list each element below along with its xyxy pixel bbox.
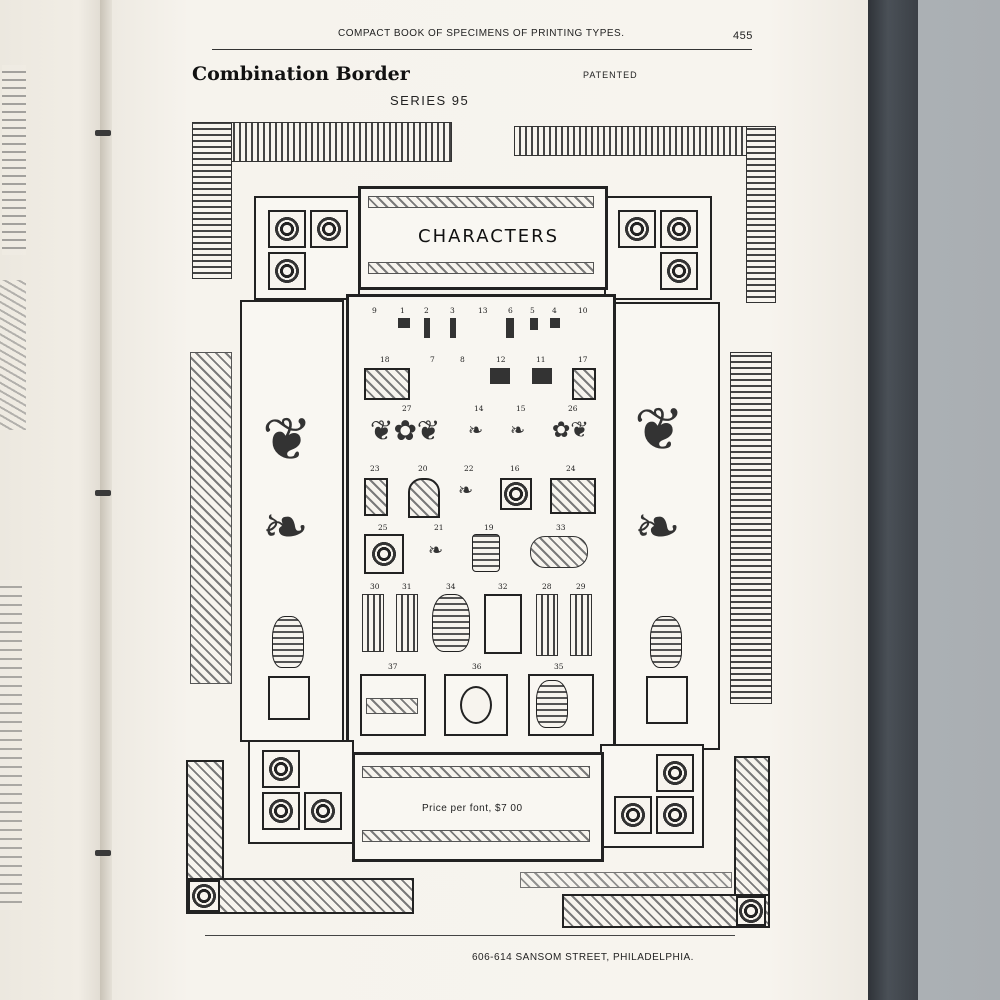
leaf-border-bottom-left-h <box>186 878 414 914</box>
specimen-number: 23 <box>370 464 380 473</box>
amphora <box>536 680 568 728</box>
specimen-number: 2 <box>424 306 429 315</box>
rosette-tile <box>262 792 300 830</box>
specimen-number: 37 <box>388 662 398 671</box>
portrait-medallion <box>460 686 492 724</box>
rosette-tile <box>500 478 532 510</box>
pedestal-left <box>268 676 310 720</box>
border-piece <box>450 318 456 338</box>
specimen-number: 6 <box>508 306 513 315</box>
rosette-tile-block-bottom-right <box>600 744 704 848</box>
rosette-tile <box>614 796 652 834</box>
greek-key-border-top-left-v <box>192 122 232 279</box>
specimen-number: 24 <box>566 464 576 473</box>
key-column-piece <box>396 594 418 652</box>
leaf-spray-bottom <box>520 872 732 888</box>
header-rule <box>212 49 752 50</box>
specimen-number: 27 <box>402 404 412 413</box>
page-title: Combination Border <box>192 63 410 85</box>
leaf-border <box>362 766 590 778</box>
characters-heading: CHARACTERS <box>418 226 560 247</box>
rosette-tile-block-top-left <box>254 196 360 300</box>
specimen-number: 28 <box>542 582 552 591</box>
rosette-tile <box>262 750 300 788</box>
specimen-number: 1 <box>400 306 405 315</box>
specimen-number: 21 <box>434 523 444 532</box>
leaf-sprig: ❧ <box>428 540 444 561</box>
book-cover-edge <box>868 0 918 1000</box>
specimen-number: 12 <box>496 355 506 364</box>
left-page-ornament-bottom <box>0 580 22 910</box>
specimen-number: 26 <box>568 404 578 413</box>
border-piece <box>398 318 410 328</box>
page-number: 455 <box>733 30 753 42</box>
specimen-number: 15 <box>516 404 526 413</box>
floral-sprig: ❦✿❦ <box>370 414 441 447</box>
key-column-piece <box>362 594 384 652</box>
arch-ornament <box>408 478 440 518</box>
border-piece <box>530 318 538 330</box>
border-piece <box>550 318 560 328</box>
specimen-number: 25 <box>378 523 388 532</box>
specimen-number: 14 <box>474 404 484 413</box>
corner-piece <box>532 368 552 384</box>
border-piece <box>424 318 430 338</box>
specimen-number: 34 <box>446 582 456 591</box>
specimen-number: 29 <box>576 582 586 591</box>
rosette-tile <box>364 534 404 574</box>
rosette-tile <box>268 252 306 290</box>
specimen-number: 3 <box>450 306 455 315</box>
key-column-piece <box>570 594 592 656</box>
binding-stitch <box>95 850 111 856</box>
pedestal-right <box>646 676 688 724</box>
leaf-sprig: ❧ <box>510 420 526 441</box>
leaf-tile <box>364 478 388 516</box>
binding-stitch <box>95 490 111 496</box>
specimen-number: 7 <box>430 355 435 364</box>
leaf-sprig: ❧ <box>468 420 484 441</box>
floral-sprig: ✿❦ <box>552 418 589 443</box>
specimen-number: 33 <box>556 523 566 532</box>
specimen-number: 17 <box>578 355 588 364</box>
binding-stitch <box>95 130 111 136</box>
specimen-number: 18 <box>380 355 390 364</box>
price-label: Price per font, $7 00 <box>422 803 523 814</box>
footer-rule <box>205 935 735 936</box>
specimen-number: 10 <box>578 306 588 315</box>
leaf-sprig: ❧ <box>458 480 474 501</box>
specimen-number: 4 <box>552 306 557 315</box>
specimen-number: 13 <box>478 306 488 315</box>
rosette-tile <box>656 796 694 834</box>
rosette-tile-block-bottom-left <box>248 740 354 844</box>
scroll-ornament <box>530 536 588 568</box>
series-label: SERIES 95 <box>390 93 470 108</box>
rosette-tile-block-top-right <box>604 196 712 300</box>
floral-spray-left-lower: ❧ <box>262 495 309 560</box>
rosette-tile <box>736 896 766 926</box>
specimen-number: 5 <box>530 306 535 315</box>
specimen-number: 20 <box>418 464 428 473</box>
publisher-address: 606-614 SANSOM STREET, PHILADELPHIA. <box>472 952 694 963</box>
specimen-number: 31 <box>402 582 412 591</box>
leaf-border <box>362 830 590 842</box>
running-head: COMPACT BOOK OF SPECIMENS OF PRINTING TYPES. <box>338 28 625 39</box>
specimen-number: 32 <box>498 582 508 591</box>
specimen-number: 36 <box>472 662 482 671</box>
floral-spray-right: ❦ <box>634 395 685 465</box>
greek-key-column-right <box>730 352 772 704</box>
corner-piece <box>490 368 510 384</box>
leaf-tile <box>364 368 410 400</box>
rosette-tile <box>304 792 342 830</box>
floral-spray-left: ❦ <box>262 405 313 475</box>
leaf-border <box>368 262 594 274</box>
rosette-tile <box>188 880 220 912</box>
specimen-number: 22 <box>464 464 474 473</box>
floral-spray-right-lower: ❧ <box>634 495 681 560</box>
vase-right <box>650 616 682 668</box>
vase-tile <box>484 594 522 654</box>
specimen-number: 9 <box>372 306 377 315</box>
rosette-tile <box>660 210 698 248</box>
patented-label: PATENTED <box>583 70 638 80</box>
vase-left <box>272 616 304 668</box>
border-piece <box>506 318 514 338</box>
rosette-tile <box>656 754 694 792</box>
garland <box>366 698 418 714</box>
specimen-number: 35 <box>554 662 564 671</box>
specimen-number: 19 <box>484 523 494 532</box>
specimen-number: 30 <box>370 582 380 591</box>
greek-key-border-top-right-h <box>514 126 776 156</box>
rosette-tile <box>660 252 698 290</box>
left-page-ornament-mid <box>0 280 26 430</box>
leaf-column-left <box>190 352 232 684</box>
specimen-number: 11 <box>536 355 546 364</box>
key-column-piece <box>536 594 558 656</box>
rosette-tile <box>268 210 306 248</box>
greek-key-border-top-right-v <box>746 126 776 303</box>
leaf-border <box>368 196 594 208</box>
specimen-number: 16 <box>510 464 520 473</box>
left-page-ornament-top <box>2 65 26 255</box>
specimen-number: 8 <box>460 355 465 364</box>
leaf-tile <box>550 478 596 514</box>
amphora <box>432 594 470 652</box>
leaf-tile <box>572 368 596 400</box>
vase-tile <box>472 534 500 572</box>
rosette-tile <box>310 210 348 248</box>
rosette-tile <box>618 210 656 248</box>
